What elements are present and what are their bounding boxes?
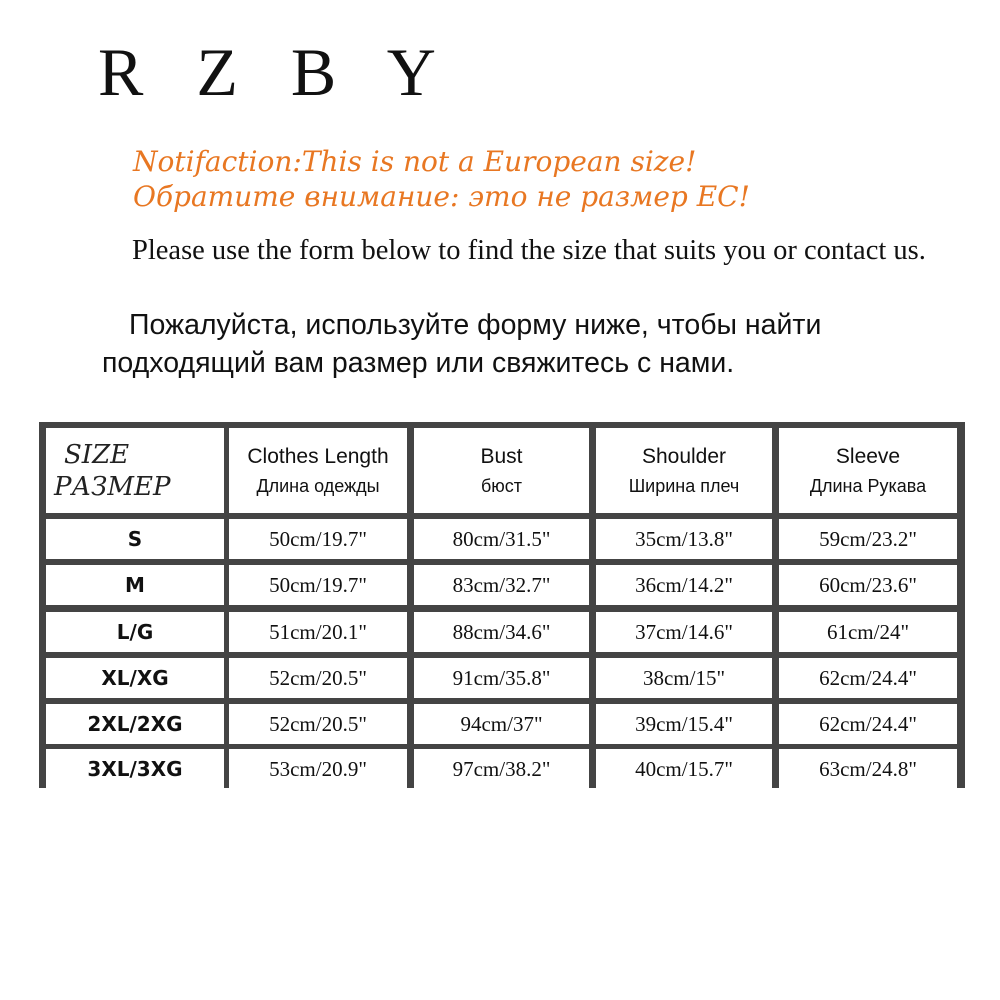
column-header	[414, 428, 589, 513]
column-header-russian: Длина одежды	[256, 475, 380, 496]
instructions-russian: Пожалуйста, используйте форму ниже, чтобы найти подходящий вам размер или свяжитесь с нами.	[102, 309, 822, 379]
size-header-russian: РАЗМЕР	[54, 471, 171, 502]
measurement-cell: 80cm/31.5"	[414, 519, 589, 559]
notice-russian: Обратите внимание: это не размер ЕС!	[133, 180, 750, 213]
column-header	[596, 428, 772, 513]
measurement-cell: 39cm/15.4"	[596, 704, 772, 744]
size-label: 2XL/2XG	[46, 704, 224, 744]
size-label: M	[46, 565, 224, 605]
column-header-english: Clothes Length	[247, 444, 389, 468]
measurement-cell: 36cm/14.2"	[596, 565, 772, 605]
size-label: 3XL/3XG	[46, 749, 224, 789]
column-header	[229, 428, 407, 513]
measurement-cell: 88cm/34.6"	[414, 612, 589, 652]
column-header-russian: бюст	[480, 475, 523, 496]
measurement-cell: 51cm/20.1"	[229, 612, 407, 652]
column-header-english: Bust	[480, 444, 523, 468]
column-header	[779, 428, 957, 513]
measurement-cell: 52cm/20.5"	[229, 704, 407, 744]
column-header-english: Shoulder	[641, 444, 727, 468]
measurement-cell: 53cm/20.9"	[229, 749, 407, 789]
column-header-russian: Длина Рукава	[809, 475, 927, 496]
measurement-cell: 37cm/14.6"	[596, 612, 772, 652]
brand-logo: R Z B Y	[98, 34, 454, 110]
measurement-cell: 63cm/24.8"	[779, 749, 957, 789]
measurement-cell: 97cm/38.2"	[414, 749, 589, 789]
measurement-cell: 40cm/15.7"	[596, 749, 772, 789]
size-chart-table	[39, 422, 965, 788]
size-label: L/G	[46, 612, 224, 652]
measurement-cell: 94cm/37"	[414, 704, 589, 744]
measurement-cell: 35cm/13.8"	[596, 519, 772, 559]
column-header-russian: Ширина плеч	[628, 475, 740, 496]
measurement-cell: 60cm/23.6"	[779, 565, 957, 605]
measurement-cell: 59cm/23.2"	[779, 519, 957, 559]
measurement-cell: 50cm/19.7"	[229, 519, 407, 559]
size-header-english: SIZE	[64, 439, 130, 470]
measurement-cell: 91cm/35.8"	[414, 658, 589, 698]
size-notice	[133, 144, 973, 214]
size-column-header	[46, 428, 224, 513]
instructions-english: Please use the form below to find the size that suits you or contact us.	[132, 235, 926, 266]
measurement-cell: 62cm/24.4"	[779, 704, 957, 744]
measurement-cell: 38cm/15"	[596, 658, 772, 698]
size-label: S	[46, 519, 224, 559]
measurement-cell: 61cm/24"	[779, 612, 957, 652]
column-header-english: Sleeve	[835, 444, 901, 468]
measurement-cell: 52cm/20.5"	[229, 658, 407, 698]
notice-english: Notifaction:This is not a European size!	[133, 145, 697, 178]
measurement-cell: 50cm/19.7"	[229, 565, 407, 605]
measurement-cell: 62cm/24.4"	[779, 658, 957, 698]
measurement-cell: 83cm/32.7"	[414, 565, 589, 605]
size-label: XL/XG	[46, 658, 224, 698]
